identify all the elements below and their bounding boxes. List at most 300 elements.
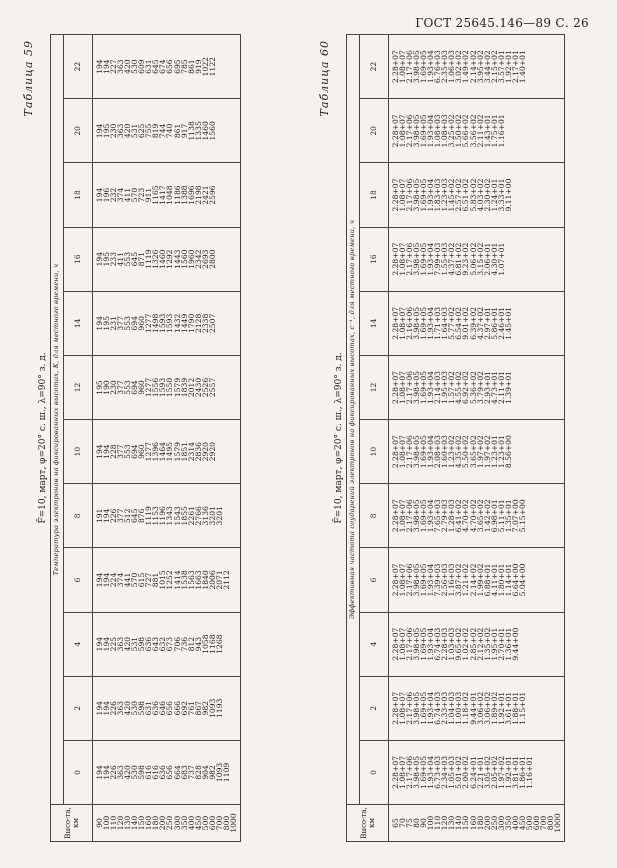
table-cell: 4.55+02 [454,371,464,404]
table-cell: 363 [116,123,126,139]
table-cell: 646 [158,701,168,716]
value-column-8 [93,484,241,548]
table-cell: 4.70+02 [468,499,478,533]
table-cell: 1.07+01 [496,242,506,276]
value-column-10 [93,420,241,484]
table-cell: 736 [179,636,189,652]
table-cell: 1.86+01 [517,755,527,789]
table-cell: 2836 [193,441,203,462]
table-cell: 616 [151,765,161,780]
table-cell: 1.00+03 [454,691,464,725]
table-cell: 1593 [165,313,175,333]
table-cell: 3.95+02 [475,50,485,84]
height-value: 90 [419,818,429,828]
table-cell: 1543 [172,506,182,526]
table-cell: 2.56+03 [440,563,450,597]
table-cell: 3.98+05 [412,242,422,276]
table-cell: 512 [123,508,133,524]
height-value: 130 [123,815,133,831]
table-cell: 2.16+06 [405,306,415,340]
table-cell: 960 [137,316,147,331]
table-cell: 3.61+01 [503,691,513,725]
table-cell: 1343 [165,506,175,526]
table-cell: 943 [193,636,203,652]
table-cell: 420 [123,701,133,716]
hour-header-4: 4 [64,612,93,676]
table-cell: 1153 [151,506,161,526]
table-cell: 666 [172,701,182,716]
table-cell: 2.33+03 [440,691,450,725]
table-cell: 2071 [214,570,224,590]
table-cell: 1.71+03 [433,306,443,340]
table-cell: 3.15+02 [475,242,485,276]
table-cell: 2.11+02 [475,114,485,148]
table-cell: 636 [158,765,168,780]
table-cell: 530 [130,59,140,74]
table-cell: 4.70+02 [461,499,471,533]
table-cell: 2198 [193,185,203,205]
table-cell: 4.30+01 [489,242,499,276]
table-cell: 1.75+01 [489,114,499,148]
table-cell: 1.08+07 [398,242,408,276]
table-cell: 1.97+02 [475,435,485,469]
table-cell: 3.57+01 [496,50,506,84]
table-cell: 1417 [158,185,168,205]
table-cell: 2.17+06 [405,371,415,404]
table-cell: 1.04+03 [447,691,457,725]
table-cell: 1.93+04 [426,691,436,725]
table-cell: 374 [116,187,126,203]
table-cell: 1.89+02 [489,691,499,725]
table-cell: 225 [109,636,119,652]
table-cell: 2.17+06 [405,755,415,789]
table-cell: 531 [130,123,140,139]
table-cell: 6.81+02 [454,242,464,276]
table-cell: 195 [95,380,104,395]
table-60-caption: F̄=10, март, φ=20° с. ш., λ=90° з. д. [334,352,344,524]
height-value: 300 [496,815,506,831]
table-cell: 194 [102,572,112,588]
table-cell: 1.40+01 [517,50,527,84]
table-cell: 228 [109,444,119,459]
table-cell: 2128 [193,313,203,333]
table-cell: 2507 [207,313,217,333]
table-cell: 2.46+01 [496,306,506,340]
table-cell: 2.12+02 [475,627,485,661]
table-cell: 2.28+03 [440,627,450,661]
table-cell: 6.64+00 [510,563,520,597]
table-cell: 982 [200,701,210,716]
table-cell: 917 [179,123,189,139]
table-cell: 2.93+01 [482,371,492,404]
hour-header-12: 12 [64,355,93,419]
table-cell: 2.15+02 [489,50,499,84]
hour-header-10: 10 [64,420,93,484]
table-cell: 2261 [186,506,196,526]
table-cell: 1388 [179,185,189,205]
table-cell: 694 [130,444,140,459]
table-cell: 1550 [165,377,175,398]
height-value: 500 [524,815,534,831]
height-value: 800 [221,815,231,831]
value-column-14 [93,291,241,355]
table-cell: 1292 [165,249,175,269]
table-cell: 1.69+05 [419,50,429,84]
table-cell: 4.35+02 [454,435,464,469]
table-cell: 1.93+04 [426,435,436,469]
table-cell: 1048 [165,185,175,205]
table-59-label: Таблица 59 [22,40,35,117]
table-cell: 1855 [179,506,189,526]
table-cell: 861 [172,123,182,139]
table-cell: 867 [193,701,203,716]
table-cell: 1.08+07 [398,306,408,340]
table-cell: 2.00+02 [461,755,471,789]
table-cell: 3.65+02 [468,435,478,469]
table-cell: 1.06+03 [447,50,457,84]
table-cell: 2.57+02 [454,178,464,212]
table-cell: 2.28+07 [391,178,400,212]
table-cell: 2693 [200,249,210,269]
table-cell: 1.93+04 [426,306,436,340]
height-value: 110 [109,815,119,831]
table-cell: 1119 [144,249,154,269]
table-cell: 6.76+03 [433,50,443,84]
table-cell: 3.02+02 [454,50,464,84]
height-value: 75 [405,818,415,828]
table-cell: 6.54+02 [454,306,464,340]
table-cell: 1.93+04 [426,755,436,789]
height-value: 140 [130,815,140,831]
table-cell: 9.01+02 [461,306,471,340]
table-cell: 1.97+02 [482,435,492,469]
table-cell: 3.05+02 [482,755,492,789]
table-59-caption: F̄=10, март, φ=20° с. ш., λ=90° з. д. [38,352,48,524]
table-cell: 2.11+01 [496,371,506,404]
table-cell: 1.95+03 [440,371,450,404]
table-cell: 6.51+02 [461,178,471,212]
table-cell: 363 [116,636,126,652]
hour-header-16: 16 [64,227,93,291]
table-cell: 692 [179,701,189,716]
table-cell: 744 [158,123,168,139]
table-cell: 1138 [186,121,196,141]
table-cell: 1.69+05 [419,691,429,725]
table-cell: 2314 [186,441,196,462]
height-value: 400 [510,815,520,831]
value-column-16 [389,227,565,291]
value-column-16 [93,227,241,291]
table-cell: 1015 [158,570,168,590]
table-cell: 3.98+05 [412,563,422,597]
height-value: 110 [433,815,443,831]
table-cell: 1.93+04 [426,563,436,597]
table-cell: 632 [158,636,168,652]
table-cell: 1.23+01 [496,435,506,469]
table-cell: 5.36+02 [468,371,478,404]
table-cell: 1.69+05 [419,178,429,212]
table-cell: 3.98+05 [412,306,422,340]
table-cell: 3.98+05 [412,114,422,148]
table-cell: 2.05+02 [489,755,499,789]
table-cell: 1335 [193,121,203,141]
height-value: 1000 [228,813,238,833]
table-cell: 2.06+01 [482,242,492,276]
table-cell: 1.23+01 [489,435,499,469]
table-cell: 2.85+02 [468,627,478,661]
height-value: 130 [447,815,457,831]
table-cell: 2.28+07 [391,114,400,148]
table-cell: 6.24+01 [468,755,478,789]
table-cell: 761 [186,701,196,716]
value-column-12 [389,355,565,419]
table-cell: 5.83+02 [468,178,478,212]
table-cell: 2766 [193,506,203,526]
table-cell: 1168 [207,634,217,654]
table-cell: 570 [130,187,140,203]
table-cell: 2112 [221,570,231,590]
table-cell: 194 [95,572,104,588]
table-cell: 2421 [200,185,210,205]
table-cell: 645 [130,251,140,267]
table-cell: 377 [116,508,126,524]
table-cell: 2.17+06 [405,178,415,212]
height-value: 500 [200,815,210,831]
table-cell: 9.11+00 [503,178,513,212]
table-cell: 706 [172,636,182,652]
table-cell: 1.23+03 [440,178,450,212]
height-value: 160 [144,815,154,831]
table-cell: 1.69+05 [419,627,429,661]
table-cell: 1593 [158,377,168,398]
table-cell: 1.69+05 [419,499,429,533]
table-cell: 1.08+07 [398,50,408,84]
table-59-block [22,34,241,842]
table-cell: 1.93+04 [426,242,436,276]
table-cell: 2.08+03 [433,435,443,469]
table-cell: 553 [123,380,133,395]
table-cell: 195 [102,251,112,267]
table-cell: 904 [200,765,210,780]
table-cell: 1.35+02 [482,627,492,661]
table-cell: 1.08+07 [398,499,408,533]
table-cell: 570 [130,572,140,588]
table-cell: 1093 [214,762,224,783]
table-cell: 1790 [186,313,196,333]
table-cell: 420 [123,765,133,780]
table-cell: 598 [137,765,147,780]
table-cell: 1022 [200,56,210,77]
table-60-subheader: Эффективная частота соударений электронов на фиксированных высотах, с⁻¹, для местного времени, ч [347,35,360,805]
table-cell: 1579 [172,377,182,398]
table-cell: 2.97+01 [482,306,492,340]
hour-header-20: 20 [64,99,93,163]
table-cell: 1.80+01 [496,563,506,597]
table-cell: 609 [137,59,147,74]
table-cell: 194 [95,187,104,203]
table-cell: 1.02+02 [461,627,471,661]
table-cell: 7.65+03 [433,499,443,533]
table-cell: 2596 [207,185,217,205]
height-value: 120 [116,815,126,831]
height-value: 70 [398,818,408,828]
value-column-12 [93,355,241,419]
height-value: 100 [426,815,436,831]
table-cell: 9.23+02 [461,242,471,276]
hour-header-6: 6 [64,548,93,612]
height-value: 450 [193,815,203,831]
table-cell: 1.55+03 [440,242,450,276]
table-cell: 631 [144,59,154,74]
table-cell: 2006 [207,570,217,590]
hour-header-8: 8 [360,484,389,548]
table-cell: 194 [95,636,104,652]
value-column-10 [389,420,565,484]
value-column-0 [389,740,565,804]
table-cell: 1579 [172,441,182,462]
table-cell: 6.73+03 [433,755,443,789]
table-cell: 1.93+04 [426,499,436,533]
height-value: 180 [151,815,161,831]
table-cell: 1193 [214,698,224,718]
height-value: 800 [546,815,556,831]
value-column-4 [389,612,565,676]
table-cell: 1109 [221,762,231,783]
table-cell: 1464 [158,441,168,462]
table-cell: 5.50+02 [461,435,471,469]
table-cell: 224 [109,572,119,588]
table-cell: 2.79+03 [440,499,450,533]
table-cell: 960 [137,444,147,459]
table-cell: 194 [102,508,112,524]
table-cell: 441 [123,572,133,588]
table-cell: 2.34+03 [440,755,450,789]
value-column-22 [93,35,241,99]
table-cell: 194 [95,59,104,74]
table-59-subheader: Температура электронов на фиксированных высотах, К, для местного времени, ч [51,35,64,805]
height-value: 250 [489,815,499,831]
table-cell: 1560 [207,121,217,141]
table-cell: 3.33+01 [496,178,506,212]
table-cell: 1.21+02 [461,563,471,597]
table-cell: 1840 [200,570,210,590]
value-column-20 [93,99,241,163]
table-cell: 2.28+07 [391,371,400,404]
table-cell: 4.03+02 [475,178,485,212]
page-header: ГОСТ 25645.146—89 С. 26 [415,16,589,30]
hour-header-2: 2 [64,676,93,740]
table-cell: 530 [130,765,140,780]
table-cell: 1.69+05 [419,435,429,469]
table-cell: 1.16+01 [496,114,506,148]
table-cell: 2920 [200,441,210,462]
table-cell: 1538 [179,570,189,590]
table-cell: 226 [109,508,119,524]
table-cell: 1556 [151,377,161,398]
table-cell: 8.56+00 [503,435,513,469]
hour-header-8: 8 [64,484,93,548]
table-cell: 871 [137,251,147,267]
table-cell: 5.11+01 [496,499,506,533]
table-cell: 1.83+03 [433,178,443,212]
table-cell: 1460 [200,121,210,141]
table-cell: 616 [144,765,154,780]
height-value: 100 [102,815,112,831]
table-cell: 377 [116,380,126,395]
table-cell: 2.14+02 [468,563,478,597]
table-cell: 7.07+00 [510,499,520,533]
table-cell: 1696 [186,185,196,205]
table-cell: 9.44+01 [468,691,478,725]
table-cell: 232 [109,187,119,203]
hour-header-4: 4 [360,612,389,676]
table-cell: 226 [109,765,119,780]
table-cell: 3.98+05 [412,178,422,212]
table-cell: 1.08+07 [398,114,408,148]
height-value: 120 [440,815,450,831]
table-cell: 3.44+02 [482,50,492,84]
table-cell: 1.14+01 [503,563,513,597]
table-cell: 625 [137,123,147,139]
table-cell: 420 [123,123,133,139]
table-cell: 1.50+02 [454,114,464,148]
table-cell: 1.93+04 [426,371,436,404]
table-cell: 6.74+03 [433,691,443,725]
table-cell: 6.98+01 [489,499,499,533]
table-60-block [318,34,565,842]
table-cell: 598 [137,701,147,716]
table-cell: 195 [102,316,112,331]
table-cell: 4.37+02 [447,242,457,276]
table-cell: 2342 [193,249,203,269]
table-cell: 2.28+07 [391,435,400,469]
hour-header-18: 18 [64,163,93,227]
table-cell: 1.08+07 [398,691,408,725]
table-cell: 631 [144,701,154,716]
table-cell: 785 [179,59,189,74]
value-column-4 [93,612,241,676]
height-header: Высо-та, км [347,805,389,842]
table-cell: 1563 [186,570,196,590]
table-cell: 3.98+05 [412,627,422,661]
height-value: 200 [158,815,168,831]
height-value: 80 [412,818,422,828]
table-cell: 876 [137,508,147,524]
height-column [93,805,241,842]
table-cell: 656 [165,701,175,716]
table-cell: 3.98+05 [412,691,422,725]
table-cell: 1.05+03 [447,755,457,789]
table-cell: 1.69+05 [419,563,429,597]
table-cell: 2.28+07 [391,306,400,340]
table-cell: 1.93+04 [426,50,436,84]
hour-header-18: 18 [360,163,389,227]
table-cell: 3.87+02 [454,563,464,597]
table-cell: 3.79+02 [475,371,485,404]
table-cell: 1186 [172,185,182,205]
table-cell: 9.65+02 [454,627,464,661]
table-cell: 643 [151,636,161,652]
table-cell: 5.06+02 [468,242,478,276]
table-cell: 1122 [207,56,217,77]
table-cell: 1498 [151,313,161,333]
table-cell: 1.42+02 [482,499,492,533]
table-cell: 1.92+01 [503,755,513,789]
table-cell: 812 [186,636,196,652]
table-cell: 3.98+05 [412,499,422,533]
table-cell: 740 [165,123,175,139]
table-cell: 3.98+05 [412,435,422,469]
